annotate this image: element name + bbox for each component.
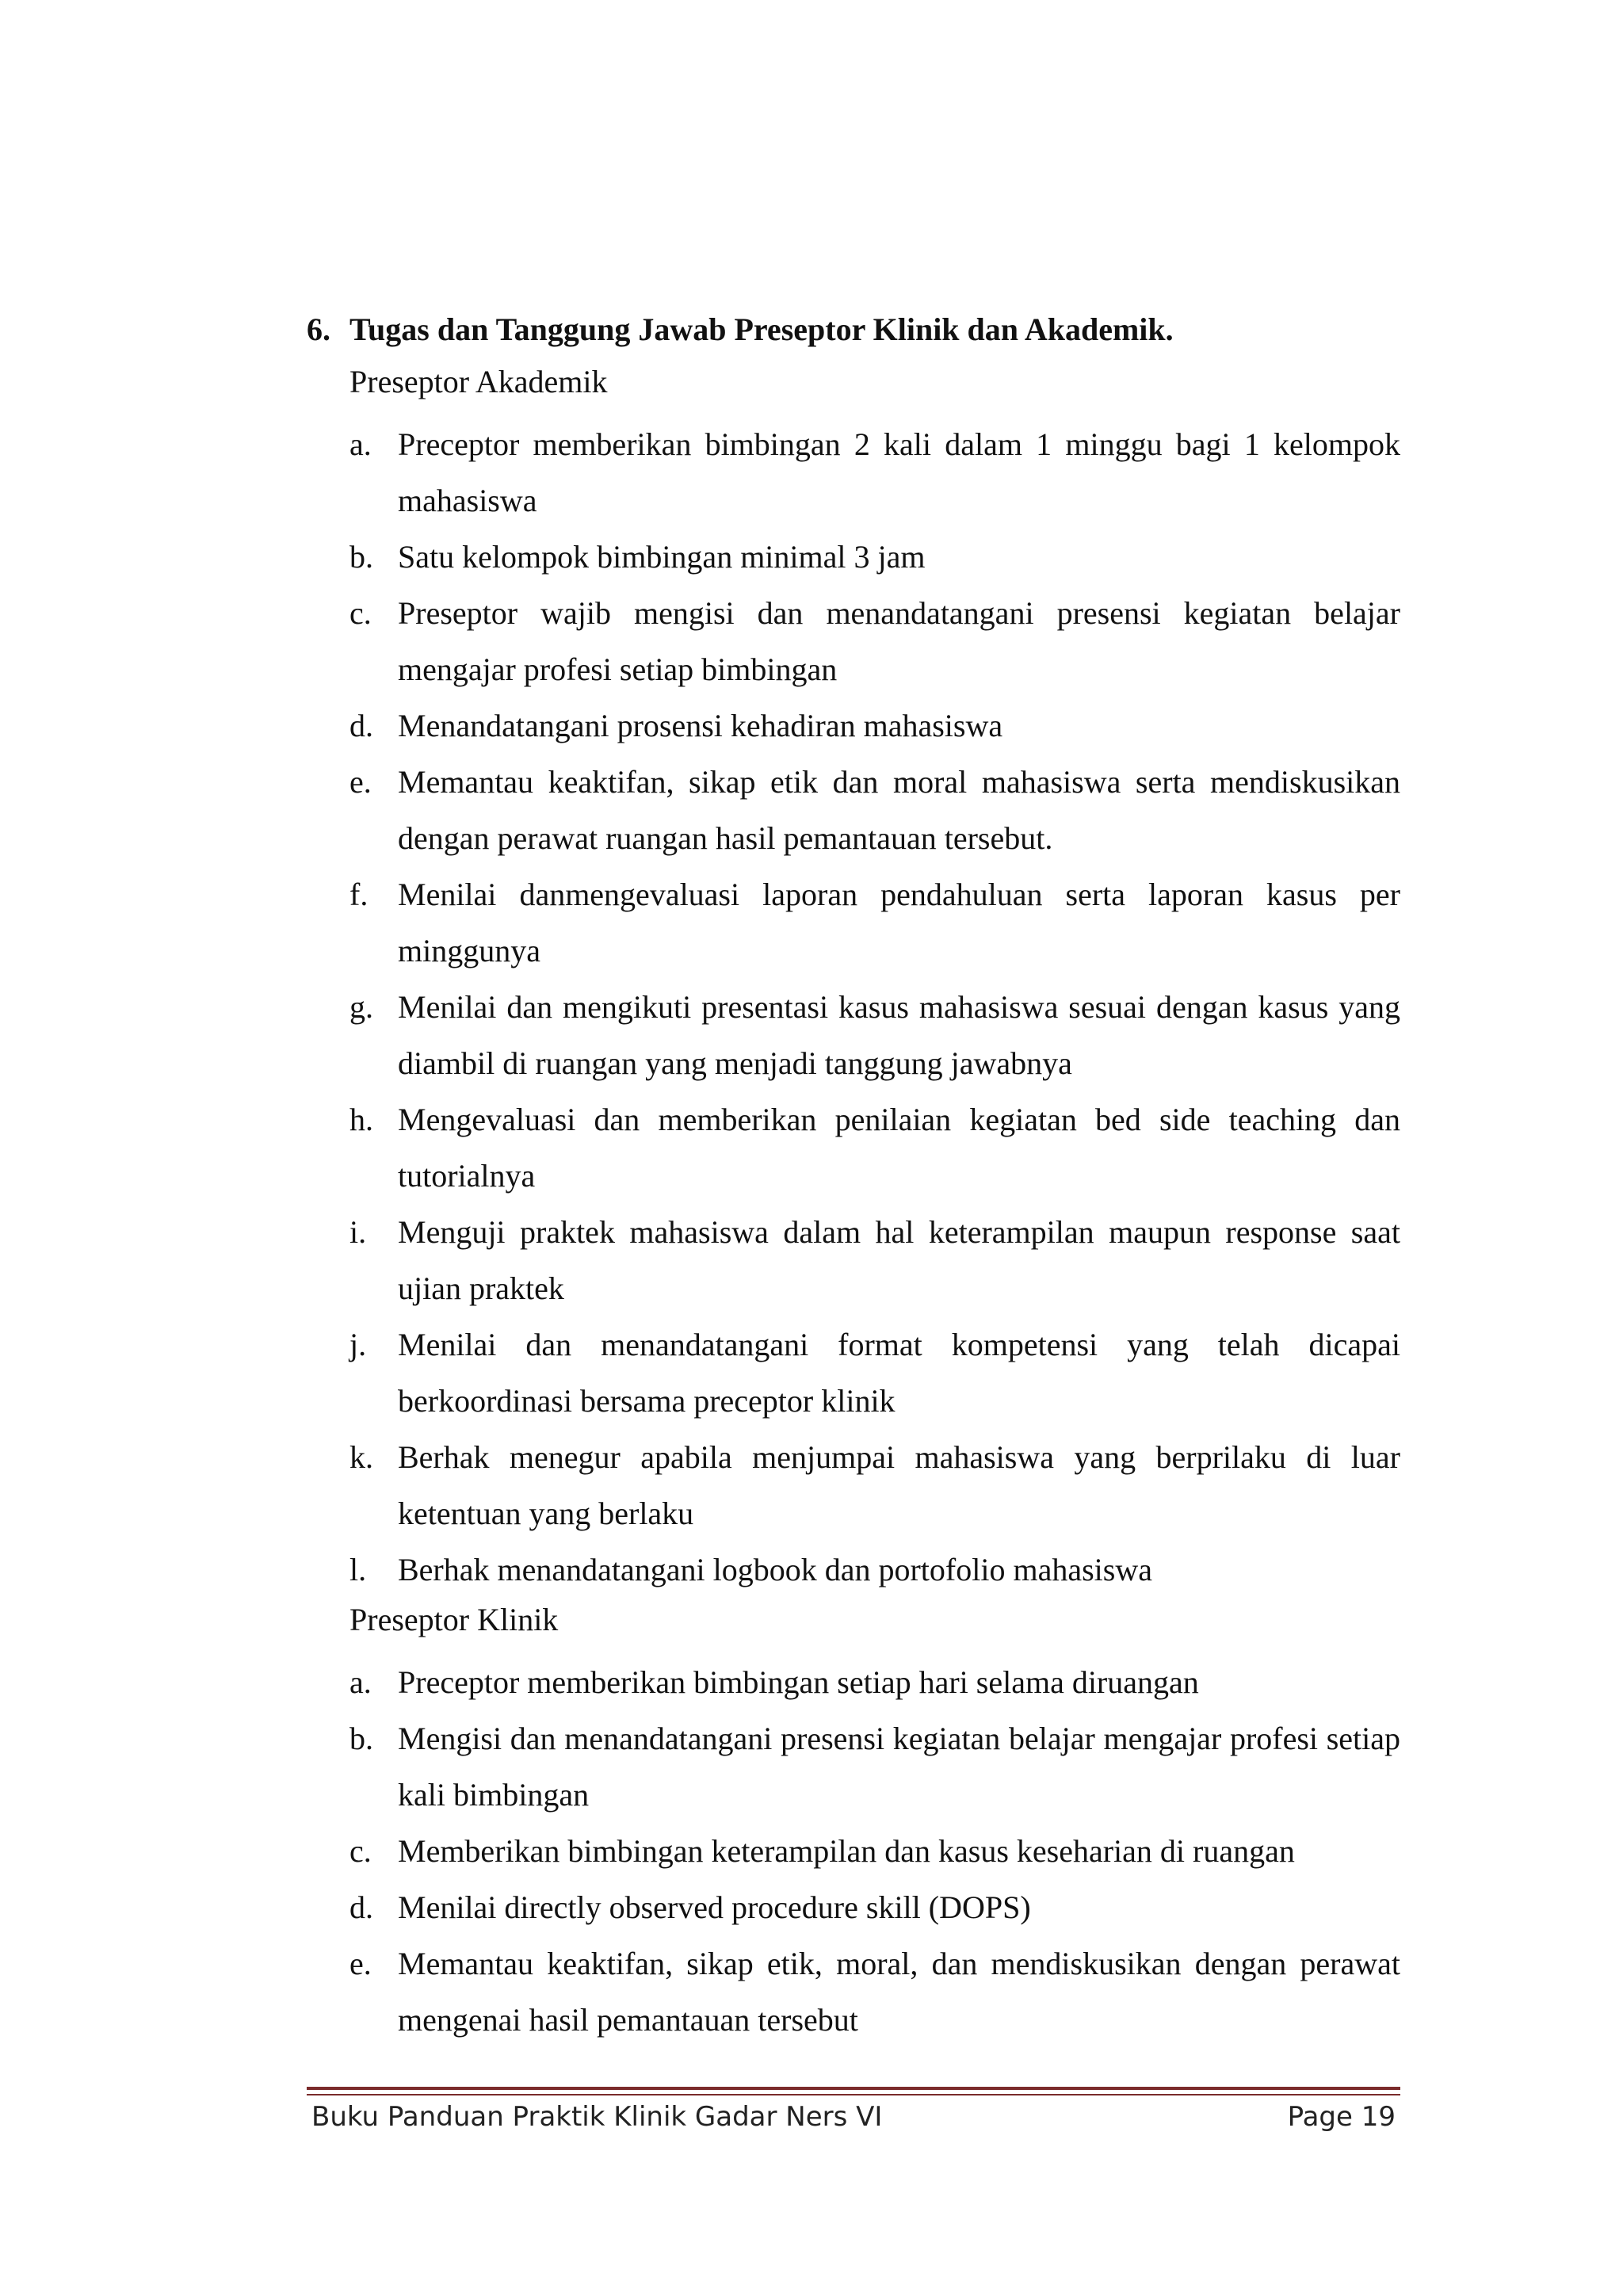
item-text: Menilai directly observed procedure skill (DOPS) [398, 1889, 1031, 1925]
list-item [307, 416, 1400, 529]
list-item [307, 1710, 1400, 1823]
item-text: Preceptor memberikan bimbingan setiap hari selama diruangan [398, 1664, 1199, 1700]
item-text: Satu kelompok bimbingan minimal 3 jam [398, 539, 926, 575]
page-number: Page 19 [1287, 2101, 1396, 2133]
item-letter: i. [349, 1214, 367, 1250]
list-item [307, 1823, 1400, 1879]
item-letter: f. [349, 877, 369, 912]
list-item [307, 1879, 1400, 1935]
item-text: Mengisi dan menandatangani presensi kegiatan belajar mengajar profesi setiap kali bimbingan [398, 1721, 1400, 1813]
item-letter: c. [349, 1833, 372, 1869]
group-akademik [307, 360, 1400, 1598]
section-number: 6. [307, 311, 330, 347]
list-item [307, 1429, 1400, 1541]
group-title-akademik: Preseptor Akademik [349, 364, 608, 399]
item-text: Memantau keaktifan, sikap etik dan moral mahasiswa serta mendiskusikan dengan perawat ruangan hasil pemantauan tersebut. [398, 764, 1400, 856]
item-letter: d. [349, 708, 373, 743]
footer-book-title: Buku Panduan Praktik Klinik Gadar Ners VI [311, 2101, 883, 2133]
list-item [307, 697, 1400, 754]
item-letter: k. [349, 1439, 373, 1475]
item-letter: g. [349, 989, 373, 1025]
item-letter: e. [349, 1946, 372, 1981]
list-item [307, 979, 1400, 1091]
item-letter: h. [349, 1102, 373, 1137]
item-text: Memantau keaktifan, sikap etik, moral, dan mendiskusikan dengan perawat mengenai hasil pemantauan tersebut [398, 1946, 1400, 2038]
group-klinik [307, 1598, 1400, 2048]
footer-divider-thick [307, 2087, 1400, 2090]
item-text: Menguji praktek mahasiswa dalam hal keterampilan maupun response saat ujian praktek [398, 1214, 1400, 1306]
list-item [307, 1316, 1400, 1429]
list-item [307, 1541, 1400, 1598]
list-item [307, 1091, 1400, 1204]
page-footer [307, 2101, 1400, 2141]
footer-divider-thin [307, 2094, 1400, 2095]
group-title-klinik: Preseptor Klinik [349, 1602, 559, 1637]
item-letter: c. [349, 595, 372, 631]
item-letter: d. [349, 1889, 373, 1925]
item-text: Memberikan bimbingan keterampilan dan kasus keseharian di ruangan [398, 1833, 1295, 1869]
list-item [307, 1204, 1400, 1316]
list-item [307, 585, 1400, 697]
item-letter: b. [349, 1721, 373, 1756]
list-item [307, 1935, 1400, 2048]
section-title: Tugas dan Tanggung Jawab Preseptor Klinik dan Akademik. [349, 311, 1174, 347]
item-letter: e. [349, 764, 372, 800]
section-heading [307, 308, 1400, 352]
list-item [307, 866, 1400, 979]
item-text: Preceptor memberikan bimbingan 2 kali dalam 1 minggu bagi 1 kelompok mahasiswa [398, 426, 1400, 518]
item-text: Mengevaluasi dan memberikan penilaian kegiatan bed side teaching dan tutorialnya [398, 1102, 1400, 1194]
item-text: Berhak menegur apabila menjumpai mahasiswa yang berprilaku di luar ketentuan yang berlaku [398, 1439, 1400, 1531]
item-letter: a. [349, 1664, 372, 1700]
item-text: Menilai danmengevaluasi laporan pendahuluan serta laporan kasus per minggunya [398, 877, 1400, 968]
list-item [307, 1654, 1400, 1710]
item-text: Menilai dan menandatangani format kompetensi yang telah dicapai berkoordinasi bersama preceptor klinik [398, 1327, 1400, 1419]
item-text: Berhak menandatangani logbook dan portofolio mahasiswa [398, 1552, 1152, 1587]
item-text: Menilai dan mengikuti presentasi kasus mahasiswa sesuai dengan kasus yang diambil di ruangan yang menjadi tanggung jawabnya [398, 989, 1400, 1081]
item-letter: a. [349, 426, 372, 462]
item-letter: j. [349, 1327, 367, 1362]
list-item [307, 754, 1400, 866]
list-item [307, 529, 1400, 585]
document-body [307, 308, 1400, 2048]
item-text: Preseptor wajib mengisi dan menandatangani presensi kegiatan belajar mengajar profesi setiap bimbingan [398, 595, 1400, 687]
item-text: Menandatangani prosensi kehadiran mahasiswa [398, 708, 1003, 743]
item-letter: b. [349, 539, 373, 575]
item-letter: l. [349, 1552, 367, 1587]
